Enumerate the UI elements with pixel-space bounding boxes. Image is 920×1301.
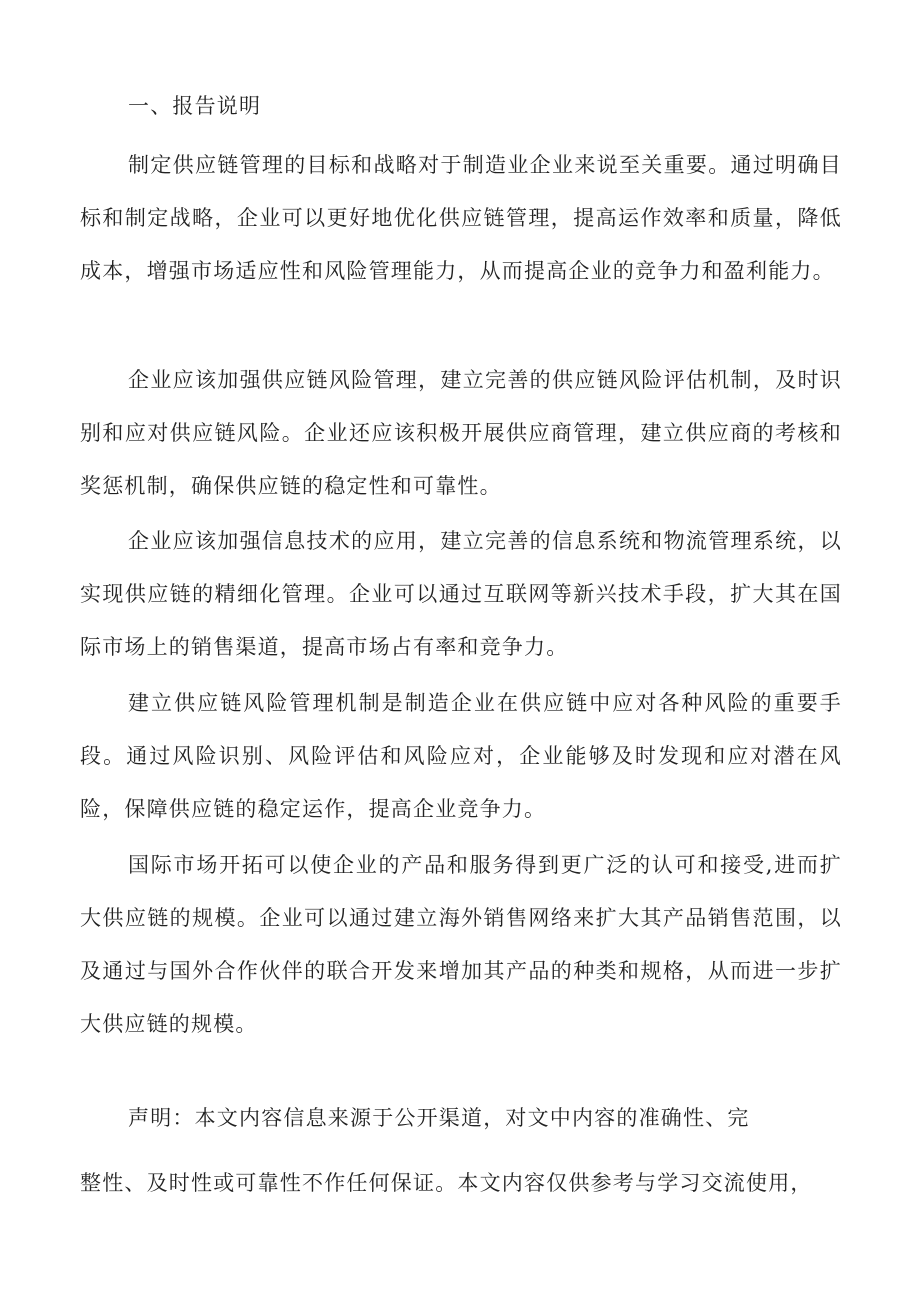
disclaimer-line-1: 声明：本文内容信息来源于公开渠道，对文中内容的准确性、完 xyxy=(128,1106,750,1130)
paragraph-international-market: 国际市场开拓可以使企业的产品和服务得到更广泛的认可和接受,进而扩大供应链的规模。企业可以通过建立海外销售网络来扩大其产品销售范围，以及通过与国外合作伙伴的联合开发来增加其产品的种类和规格，从而进一步扩大供应链的规模。 xyxy=(80,853,842,1036)
paragraph-supply-chain-goals: 制定供应链管理的目标和战略对于制造业企业来说至关重要。通过明确目标和制定战略，企业可以更好地优化供应链管理，提高运作效率和质量，降低成本，增强市场适应性和风险管理能力，从而提高企业的竞争力和盈利能力。 xyxy=(80,153,842,283)
section-heading: 一、报告说明 xyxy=(128,94,262,118)
disclaimer-line-2: 整性、及时性或可靠性不作任何保证。本文内容仅供参考与学习交流使用， xyxy=(80,1171,813,1195)
paragraph-information-technology: 企业应该加强信息技术的应用，建立完善的信息系统和物流管理系统，以实现供应链的精细化管理。企业可以通过互联网等新兴技术手段，扩大其在国际市场上的销售渠道，提高市场占有率和竞争力。 xyxy=(80,529,842,659)
paragraph-risk-management: 企业应该加强供应链风险管理，建立完善的供应链风险评估机制，及时识别和应对供应链风险。企业还应该积极开展供应商管理，建立供应商的考核和奖惩机制，确保供应链的稳定性和可靠性。 xyxy=(80,368,842,498)
paragraph-risk-mechanism: 建立供应链风险管理机制是制造企业在供应链中应对各种风险的重要手段。通过风险识别、风险评估和风险应对，企业能够及时发现和应对潜在风险，保障供应链的稳定运作，提高企业竞争力。 xyxy=(80,691,842,821)
